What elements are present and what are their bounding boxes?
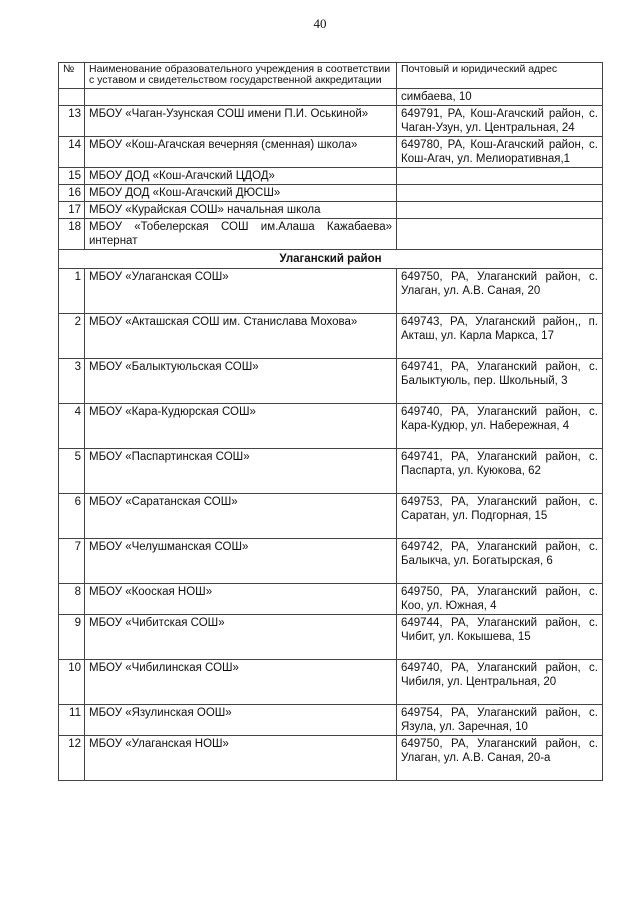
table-row bbox=[59, 615, 603, 660]
school-name: МБОУ «Акташская СОШ им. Станислава Мохова» bbox=[85, 314, 397, 359]
school-address bbox=[397, 168, 603, 185]
table-row bbox=[59, 137, 603, 168]
schools-table bbox=[58, 62, 603, 781]
section-title: Улаганский район bbox=[59, 250, 603, 269]
row-number: 6 bbox=[59, 494, 85, 539]
school-name bbox=[85, 89, 397, 106]
column-header-address: Почтовый и юридический адрес bbox=[397, 63, 603, 89]
school-name: МБОУ ДОД «Кош-Агачский ЦДОД» bbox=[85, 168, 397, 185]
column-header-number: № bbox=[59, 63, 85, 89]
table-row bbox=[59, 89, 603, 106]
school-name: МБОУ «Улаганская НОШ» bbox=[85, 736, 397, 781]
school-address: 649780, РА, Кош-Агачский район, с. Кош-Агач, ул. Мелиоративная,1 bbox=[397, 137, 603, 168]
row-number: 8 bbox=[59, 584, 85, 615]
school-address: 649742, РА, Улаганский район, с. Балыкча, ул. Богатырская, 6 bbox=[397, 539, 603, 584]
row-number: 13 bbox=[59, 106, 85, 137]
row-number: 16 bbox=[59, 185, 85, 202]
school-address: 649744, РА, Улаганский район, с. Чибит, ул. Кокышева, 15 bbox=[397, 615, 603, 660]
page-number: 40 bbox=[313, 16, 327, 31]
school-address bbox=[397, 219, 603, 250]
school-address: 649791, РА, Кош-Агачский район, с. Чаган-Узун, ул. Центральная, 24 bbox=[397, 106, 603, 137]
school-name: МБОУ «Улаганская СОШ» bbox=[85, 269, 397, 314]
school-address bbox=[397, 185, 603, 202]
table-row bbox=[59, 106, 603, 137]
row-number: 18 bbox=[59, 219, 85, 250]
school-name: МБОУ «Чибилинская СОШ» bbox=[85, 660, 397, 705]
school-address bbox=[397, 202, 603, 219]
school-name: МБОУ ДОД «Кош-Агачский ДЮСШ» bbox=[85, 185, 397, 202]
table-row bbox=[59, 494, 603, 539]
table-header-row bbox=[59, 63, 603, 89]
row-number: 1 bbox=[59, 269, 85, 314]
school-name: МБОУ «Челушманская СОШ» bbox=[85, 539, 397, 584]
table-row bbox=[59, 660, 603, 705]
school-name: МБОУ «Язулинская ООШ» bbox=[85, 705, 397, 736]
table-row bbox=[59, 314, 603, 359]
school-name: МБОУ «Кооская НОШ» bbox=[85, 584, 397, 615]
school-name: МБОУ «Чибитская СОШ» bbox=[85, 615, 397, 660]
school-address: 649741, РА, Улаганский район, с. Паспарта, ул. Куюкова, 62 bbox=[397, 449, 603, 494]
school-name: МБОУ «Кош-Агачская вечерняя (сменная) школа» bbox=[85, 137, 397, 168]
school-address: 649750, РА, Улаганский район, с. Улаган, ул. А.В. Саная, 20 bbox=[397, 269, 603, 314]
school-name: МБОУ «Курайская СОШ» начальная школа bbox=[85, 202, 397, 219]
school-address: 649750, РА, Улаганский район, с. Улаган, ул. А.В. Саная, 20-а bbox=[397, 736, 603, 781]
school-name: МБОУ «Кара-Кудюрская СОШ» bbox=[85, 404, 397, 449]
section-header-row bbox=[59, 250, 603, 269]
table-row bbox=[59, 185, 603, 202]
school-name: МБОУ «Паспартинская СОШ» bbox=[85, 449, 397, 494]
school-address: 649750, РА, Улаганский район, с. Коо, ул. Южная, 4 bbox=[397, 584, 603, 615]
row-number: 5 bbox=[59, 449, 85, 494]
school-name: МБОУ «Тобелерская СОШ им.Алаша Кажабаева» интернат bbox=[85, 219, 397, 250]
row-number: 4 bbox=[59, 404, 85, 449]
table-row bbox=[59, 168, 603, 185]
table-row bbox=[59, 269, 603, 314]
row-number bbox=[59, 89, 85, 106]
row-number: 2 bbox=[59, 314, 85, 359]
table-row bbox=[59, 219, 603, 250]
column-header-name: Наименование образовательного учреждения в соответствии с уставом и свидетельством государственной аккредитации bbox=[85, 63, 397, 89]
table-row bbox=[59, 202, 603, 219]
school-address: 649753, РА, Улаганский район, с. Саратан, ул. Подгорная, 15 bbox=[397, 494, 603, 539]
row-number: 17 bbox=[59, 202, 85, 219]
row-number: 11 bbox=[59, 705, 85, 736]
school-address: 649743, РА, Улаганский район,, п. Акташ, ул. Карла Маркса, 17 bbox=[397, 314, 603, 359]
table-row bbox=[59, 449, 603, 494]
row-number: 12 bbox=[59, 736, 85, 781]
row-number: 7 bbox=[59, 539, 85, 584]
row-number: 10 bbox=[59, 660, 85, 705]
school-address: 649741, РА, Улаганский район, с. Балыктуюль, пер. Школьный, 3 bbox=[397, 359, 603, 404]
school-name: МБОУ «Саратанская СОШ» bbox=[85, 494, 397, 539]
table-row bbox=[59, 404, 603, 449]
table-row bbox=[59, 539, 603, 584]
table-row bbox=[59, 359, 603, 404]
school-address: симбаева, 10 bbox=[397, 89, 603, 106]
school-address: 649740, РА, Улаганский район, с. Кара-Кудюр, ул. Набережная, 4 bbox=[397, 404, 603, 449]
row-number: 9 bbox=[59, 615, 85, 660]
school-address: 649754, РА, Улаганский район, с. Язула, ул. Заречная, 10 bbox=[397, 705, 603, 736]
school-address: 649740, РА, Улаганский район, с. Чибиля, ул. Центральная, 20 bbox=[397, 660, 603, 705]
table-row bbox=[59, 584, 603, 615]
table-row bbox=[59, 736, 603, 781]
row-number: 3 bbox=[59, 359, 85, 404]
row-number: 14 bbox=[59, 137, 85, 168]
row-number: 15 bbox=[59, 168, 85, 185]
school-name: МБОУ «Балыктуюльская СОШ» bbox=[85, 359, 397, 404]
table-row bbox=[59, 705, 603, 736]
school-name: МБОУ «Чаган-Узунская СОШ имени П.И. Оськиной» bbox=[85, 106, 397, 137]
